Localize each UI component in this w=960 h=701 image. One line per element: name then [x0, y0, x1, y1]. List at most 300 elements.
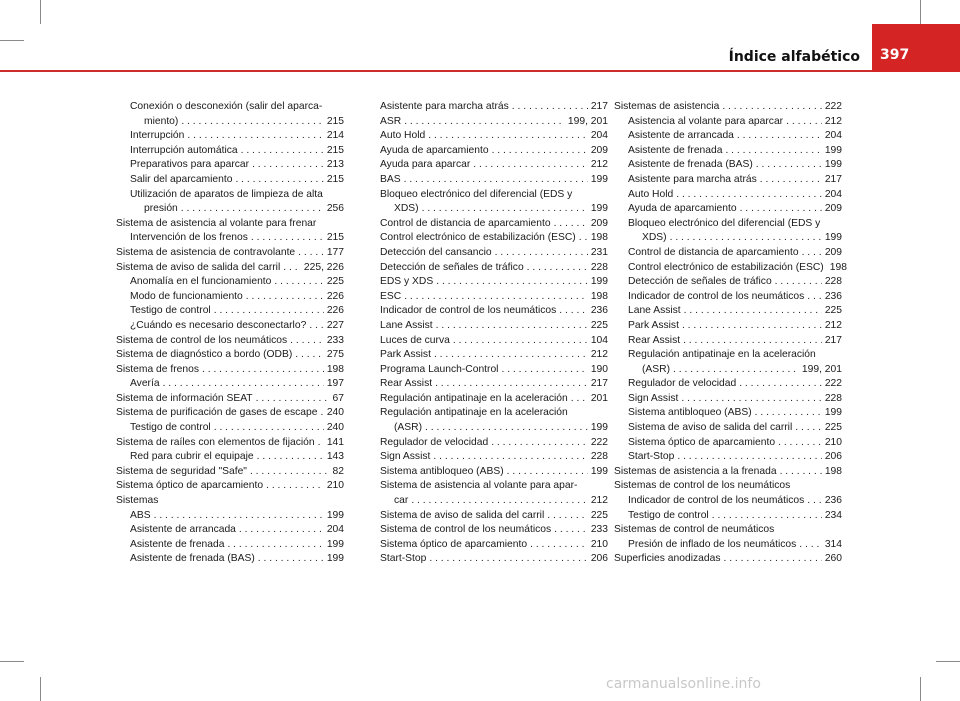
page-reference: 217	[824, 334, 842, 346]
index-entry-text: ¿Cuándo es necesario desconectarlo?	[130, 319, 307, 331]
index-entry-text: Start-Stop	[628, 451, 675, 463]
page-reference: 199	[590, 276, 608, 288]
page-reference: 225, 226	[303, 261, 344, 273]
index-entry-text: Control electrónico de estabilización (ESC)	[380, 232, 576, 244]
index-entry	[614, 217, 842, 246]
index-entry-text: Control de distancia de aparcamiento	[380, 217, 551, 229]
page-reference: 236	[590, 305, 608, 317]
index-entry-text: Avería	[130, 378, 160, 390]
index-entry-text: Control electrónico de estabilización (ESC)	[628, 261, 824, 273]
page-reference: 198	[326, 363, 344, 375]
index-entry-text: Park Assist	[628, 319, 679, 331]
leader-dots	[227, 538, 323, 553]
index-entry-text: XDS)	[642, 232, 667, 244]
index-entry	[614, 275, 842, 290]
index-entry-text: Regulación antipatinaje en la aceleración	[628, 349, 816, 361]
page-reference: 225	[824, 305, 842, 317]
index-entry-text: Asistente para marcha atrás	[380, 101, 509, 112]
index-entry-text: Sistema de aviso de salida del carril	[628, 422, 793, 434]
index-entry	[380, 319, 608, 334]
index-entry	[614, 261, 847, 276]
index-entry	[614, 334, 842, 349]
index-entry	[116, 406, 344, 421]
index-entry	[614, 392, 842, 407]
index-entry-text: Park Assist	[380, 349, 431, 361]
page-reference: 217	[590, 101, 608, 112]
index-entry-text: Sistema de información SEAT	[116, 392, 253, 404]
page-reference: 225	[824, 422, 842, 434]
leader-dots	[295, 348, 324, 363]
index-entry	[614, 144, 842, 159]
page-reference: 199	[590, 173, 608, 185]
index-entry	[116, 246, 344, 261]
page-reference: 198	[590, 290, 608, 302]
page-reference: 210	[824, 436, 842, 448]
index-entry	[380, 217, 608, 232]
index-entry	[380, 275, 608, 290]
index-entry	[116, 552, 344, 567]
index-entry-text: Asistente de frenada	[628, 144, 723, 156]
leader-dots	[795, 421, 822, 436]
index-entry	[116, 217, 344, 246]
page-reference: 228	[824, 276, 842, 288]
leader-dots	[453, 334, 588, 349]
index-entry	[614, 479, 842, 508]
page-reference: 199	[326, 509, 344, 521]
page-reference: 199	[326, 553, 344, 565]
index-entry-text: Sistema de asistencia al volante para apar-	[380, 480, 578, 492]
index-entry	[116, 100, 344, 129]
index-entry-text: Lane Assist	[380, 319, 433, 331]
page-reference: 199	[590, 422, 608, 434]
index-entry	[614, 100, 842, 115]
leader-dots	[755, 406, 822, 421]
leader-dots	[507, 465, 588, 480]
index-entry-text: Asistente para marcha atrás	[628, 173, 757, 185]
leader-dots	[274, 275, 323, 290]
index-entry-text: Sistema de diagnóstico a bordo (ODB)	[116, 349, 293, 361]
page-reference: 213	[326, 159, 344, 171]
index-entry-text: Bloqueo electrónico del diferencial (EDS y	[380, 188, 573, 200]
page-reference: 204	[824, 130, 842, 142]
leader-dots	[495, 246, 588, 261]
leader-dots	[807, 290, 822, 305]
index-entry	[116, 129, 344, 144]
leader-dots	[318, 436, 324, 451]
page-reference: 256	[326, 203, 344, 215]
leader-dots	[547, 509, 588, 524]
index-entry-text: Ayuda de aparcamiento	[628, 203, 737, 215]
index-entry	[116, 158, 344, 173]
index-entry-text: Rear Assist	[380, 378, 433, 390]
index-entry	[380, 436, 608, 451]
leader-dots	[722, 100, 822, 115]
leader-dots	[512, 100, 588, 115]
index-entry	[380, 158, 608, 173]
index-entry-text: Lane Assist	[628, 305, 681, 317]
index-entry	[116, 173, 344, 188]
index-entry-text: Auto Hold	[628, 188, 674, 200]
leader-dots	[554, 217, 588, 232]
page-reference: 198	[824, 465, 842, 477]
leader-dots	[436, 319, 588, 334]
index-entry	[614, 348, 842, 377]
index-entry	[614, 465, 842, 480]
index-entry-text: Regulación antipatinaje en la aceleración	[380, 392, 568, 404]
index-entry	[380, 261, 608, 276]
page-title: Índice alfabético	[728, 49, 860, 65]
page-reference: 197	[326, 378, 344, 390]
index-entry-text: Asistente de arrancada	[628, 130, 734, 142]
page-reference: 201	[590, 392, 608, 404]
leader-dots	[807, 494, 822, 509]
crop-mark	[40, 0, 41, 24]
index-column-1	[116, 100, 344, 567]
page-reference: 215	[326, 144, 344, 156]
crop-mark	[920, 0, 921, 24]
index-entry	[614, 304, 842, 319]
leader-dots	[214, 304, 324, 319]
index-entry-text: Ayuda de aparcamiento	[380, 144, 489, 156]
index-entry	[380, 509, 608, 524]
leader-dots	[530, 538, 588, 553]
leader-dots	[780, 465, 822, 480]
index-entry-text: Sistema antibloqueo (ABS)	[628, 407, 752, 419]
index-entry-text: Sistema de control de los neumáticos	[116, 334, 288, 346]
leader-dots	[429, 552, 587, 567]
index-entry-text: Sistema de control de los neumáticos	[380, 524, 552, 536]
index-entry	[116, 465, 344, 480]
index-entry-text: Testigo de control	[628, 509, 709, 521]
page-reference: 231	[590, 246, 608, 258]
page-reference: 199	[326, 538, 344, 550]
leader-dots	[435, 377, 588, 392]
page-reference: 228	[590, 451, 608, 463]
index-entry	[614, 158, 842, 173]
page-reference: 199	[824, 159, 842, 171]
leader-dots	[411, 494, 588, 509]
index-entry	[614, 450, 842, 465]
leader-dots	[760, 173, 822, 188]
index-entry-text: Regulador de velocidad	[628, 378, 737, 390]
index-entry-text: Intervención de los frenos	[130, 232, 248, 244]
index-entry-text: Interrupción automática	[130, 144, 238, 156]
index-entry-text: Sistemas de asistencia a la frenada	[614, 465, 777, 477]
leader-dots	[239, 523, 324, 538]
index-entry-text: Sistema óptico de aparcamiento	[380, 538, 528, 550]
index-entry-text: Presión de inflado de los neumáticos	[628, 538, 797, 550]
index-entry	[116, 275, 344, 290]
index-entry-text: Testigo de control	[130, 305, 211, 317]
index-entry	[380, 231, 608, 246]
page-reference: 215	[326, 115, 344, 127]
index-entry	[380, 304, 608, 319]
index-entry	[116, 392, 344, 407]
index-entry	[614, 246, 842, 261]
page-reference: 233	[590, 524, 608, 536]
page-reference: 204	[590, 130, 608, 142]
index-entry	[380, 246, 608, 261]
index-entry	[116, 348, 344, 363]
index-entry-text: Detección del cansancio	[380, 246, 492, 258]
index-entry-text: Ayuda para aparcar	[380, 159, 471, 171]
index-entry-text: Regulación antipatinaje en la aceleración	[380, 407, 568, 419]
leader-dots	[404, 173, 588, 188]
page-reference: 199, 201	[567, 115, 608, 127]
index-entry	[380, 334, 608, 349]
leader-dots	[775, 275, 822, 290]
index-entry-text: Sistema de aviso de salida del carril	[380, 509, 545, 521]
leader-dots	[756, 158, 822, 173]
page-reference: 199, 201	[801, 363, 842, 375]
index-entry	[116, 377, 344, 392]
leader-dots	[436, 275, 588, 290]
page-reference: 212	[824, 319, 842, 331]
index-entry-text: Detección de señales de tráfico	[628, 276, 772, 288]
index-entry-text: XDS)	[394, 203, 419, 215]
index-entry-text: Detección de señales de tráfico	[380, 261, 524, 273]
leader-dots	[802, 246, 822, 261]
index-entry	[116, 479, 344, 494]
leader-dots	[433, 450, 587, 465]
leader-dots	[266, 479, 324, 494]
leader-dots	[425, 421, 588, 436]
page-reference: 260	[824, 553, 842, 565]
page-reference: 82	[332, 465, 344, 477]
index-entry	[116, 509, 344, 524]
crop-mark	[0, 661, 24, 662]
index-column-2	[380, 100, 608, 567]
index-entry-text: (ASR)	[642, 363, 671, 375]
page-reference: 225	[590, 319, 608, 331]
index-entry	[614, 406, 842, 421]
leader-dots	[473, 158, 588, 173]
leader-dots	[673, 363, 799, 378]
page-reference: 228	[824, 392, 842, 404]
index-entry	[116, 144, 344, 159]
leader-dots	[320, 406, 323, 421]
leader-dots	[554, 523, 588, 538]
leader-dots	[683, 334, 822, 349]
index-entry-text: presión	[144, 203, 178, 215]
index-entry	[116, 421, 344, 436]
page-number: 397	[880, 47, 910, 63]
index-entry-text: Sistema de seguridad "Safe"	[116, 465, 247, 477]
index-entry-text: Red para cubrir el equipaje	[130, 451, 254, 463]
leader-dots	[527, 261, 588, 276]
page-reference: 314	[824, 538, 842, 550]
leader-dots	[251, 231, 324, 246]
index-entry	[614, 173, 842, 188]
leader-dots	[235, 173, 323, 188]
index-entry-text: Sign Assist	[628, 392, 679, 404]
leader-dots	[579, 231, 588, 246]
page-reference: 199	[590, 203, 608, 215]
leader-dots	[404, 290, 588, 305]
leader-dots	[202, 363, 324, 378]
index-column-3	[614, 100, 847, 567]
page-reference: 236	[824, 290, 842, 302]
leader-dots	[676, 188, 822, 203]
index-entry-text: Start-Stop	[380, 553, 427, 565]
leader-dots	[778, 436, 822, 451]
index-entry-text: Sistema de asistencia de contravolante	[116, 246, 296, 258]
page-reference: 209	[590, 144, 608, 156]
leader-dots	[404, 115, 565, 130]
leader-dots	[739, 377, 822, 392]
index-entry-text: ASR	[380, 115, 402, 127]
leader-dots	[740, 202, 822, 217]
index-entry-text: Asistente de frenada (BAS)	[130, 553, 255, 565]
index-heading: Sistemas de control de los neumáticos	[614, 480, 791, 492]
index-entry	[380, 363, 608, 378]
index-entry	[380, 538, 608, 553]
page-reference: 225	[590, 509, 608, 521]
leader-dots	[258, 552, 324, 567]
index-entry	[116, 319, 344, 334]
index-entry-text: Superficies anodizadas	[614, 553, 721, 565]
leader-dots	[559, 304, 588, 319]
index-entry-text: Asistencia al volante para aparcar	[628, 115, 784, 127]
page-reference: 177	[326, 246, 344, 258]
index-entry	[614, 421, 842, 436]
leader-dots	[187, 129, 323, 144]
index-entry	[116, 261, 344, 276]
index-entry-text: ABS	[130, 509, 151, 521]
index-entry	[380, 100, 608, 115]
index-entry	[380, 552, 608, 567]
index-entry	[614, 129, 842, 144]
page-reference: 214	[326, 130, 344, 142]
index-entry-text: Modo de funcionamiento	[130, 290, 243, 302]
index-entry-text: Indicador de control de los neumáticos	[380, 305, 557, 317]
index-entry-text: Luces de curva	[380, 334, 450, 346]
index-entry	[116, 290, 344, 305]
index-entry	[380, 144, 608, 159]
index-entry	[116, 494, 344, 509]
page-reference: 67	[332, 392, 344, 404]
index-entry	[614, 509, 842, 524]
leader-dots	[181, 115, 323, 130]
page-reference: 104	[590, 334, 608, 346]
index-entry-text: Indicador de control de los neumáticos	[628, 495, 805, 507]
leader-dots	[723, 552, 821, 567]
index-entry	[614, 202, 842, 217]
crop-mark	[0, 40, 24, 41]
index-entry	[116, 334, 344, 349]
page-reference: 233	[326, 334, 344, 346]
index-entry-text: Sistema de aviso de salida del carril	[116, 261, 281, 273]
index-entry-text: Salir del aparcamiento	[130, 173, 233, 185]
page-reference: 199	[824, 407, 842, 419]
index-entry	[614, 436, 842, 451]
index-entry	[380, 465, 608, 480]
index-entry-text: Utilización de aparatos de limpieza de alta	[130, 188, 323, 200]
leader-dots	[283, 261, 301, 276]
page-reference: 228	[590, 261, 608, 273]
page-reference: 199	[824, 144, 842, 156]
page-reference: 212	[590, 159, 608, 171]
page-reference: 209	[824, 246, 842, 258]
leader-dots	[571, 392, 588, 407]
index-entry-text: Preparativos para aparcar	[130, 159, 250, 171]
index-heading: Sistemas de control de neumáticos	[614, 524, 775, 536]
page-reference: 217	[824, 173, 842, 185]
leader-dots	[681, 392, 821, 407]
index-entry-text: Interrupción	[130, 130, 185, 142]
leader-dots	[290, 334, 324, 349]
index-entry	[116, 436, 344, 451]
index-entry-text: Sistema óptico de aparcamiento	[116, 480, 264, 492]
leader-dots	[799, 538, 822, 553]
index-entry-text: Control de distancia de aparcamiento	[628, 246, 799, 258]
index-entry-text: BAS	[380, 173, 401, 185]
crop-mark	[936, 661, 960, 662]
page-reference: 212	[590, 349, 608, 361]
index-entry-text: Rear Assist	[628, 334, 681, 346]
index-entry	[116, 523, 344, 538]
page-reference: 199	[824, 232, 842, 244]
index-entry-text: EDS y XDS	[380, 276, 434, 288]
page-reference: 206	[590, 553, 608, 565]
leader-dots	[428, 129, 588, 144]
index-entry-text: Sign Assist	[380, 451, 431, 463]
index-entry	[380, 129, 608, 144]
page-reference: 226	[326, 290, 344, 302]
index-entry	[380, 392, 608, 407]
index-entry-text: Anomalía en el funcionamiento	[130, 276, 272, 288]
leader-dots	[684, 304, 822, 319]
leader-dots	[737, 129, 822, 144]
page-reference: 217	[590, 378, 608, 390]
leader-dots	[241, 144, 324, 159]
page-reference: 206	[824, 451, 842, 463]
crop-mark	[40, 677, 41, 701]
leader-dots	[252, 158, 324, 173]
index-entry	[380, 290, 608, 305]
index-entry	[380, 173, 608, 188]
page-reference: 215	[326, 232, 344, 244]
leader-dots	[677, 450, 821, 465]
index-entry-text: (ASR)	[394, 422, 423, 434]
page-reference: 275	[326, 349, 344, 361]
page-reference: 143	[326, 451, 344, 463]
index-entry-text: Indicador de control de los neumáticos	[628, 290, 805, 302]
index-entry-text: Asistente de arrancada	[130, 524, 236, 536]
leader-dots	[298, 246, 324, 261]
page-reference: 222	[824, 101, 842, 112]
page-reference: 204	[326, 524, 344, 536]
leader-dots	[501, 363, 587, 378]
index-entry	[380, 377, 608, 392]
index-entry	[116, 188, 344, 217]
leader-dots	[154, 509, 324, 524]
index-entry	[380, 523, 608, 538]
page-reference: 240	[326, 422, 344, 434]
index-entry	[614, 552, 842, 567]
index-entry-text: Sistemas de asistencia	[614, 101, 720, 112]
index-entry-text: Regulador de velocidad	[380, 436, 489, 448]
index-entry-text: Testigo de control	[130, 422, 211, 434]
leader-dots	[214, 421, 324, 436]
index-entry	[116, 304, 344, 319]
page-reference: 227	[326, 319, 344, 331]
index-entry	[614, 523, 842, 552]
index-entry-text: Sistema óptico de aparcamiento	[628, 436, 776, 448]
page-reference: 209	[590, 217, 608, 229]
leader-dots	[682, 319, 822, 334]
page-reference: 210	[590, 538, 608, 550]
